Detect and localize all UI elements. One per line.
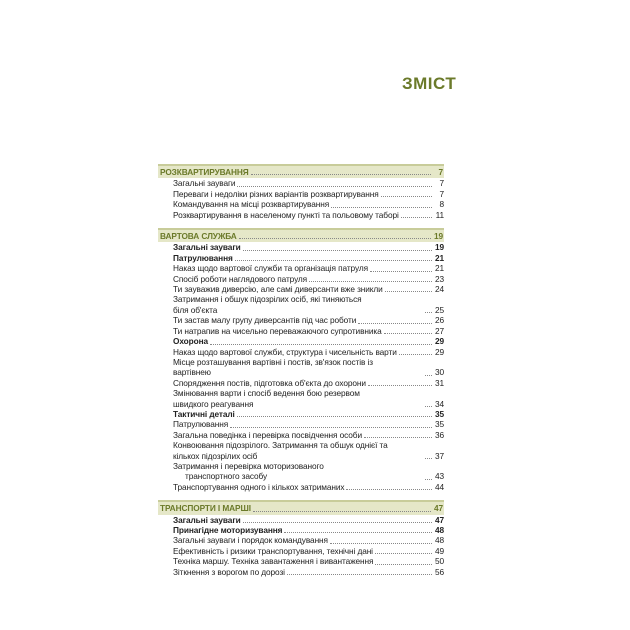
toc-page-number: 30 [434,367,444,378]
toc-entry-label: Наказ щодо вартової служби та організація патруля [173,263,368,274]
toc-entry-label: Спорядження постів, підготовка об'єкта до охорони [173,377,366,388]
toc-heading-label: ВАРТОВА СЛУЖБА [160,231,237,242]
toc-section [158,500,444,577]
toc-entry-label: Наказ щодо вартової служби, структура і чисельність варти [173,346,397,357]
toc-entry-label: Затримання і обшук підозрілих осіб, які тиняються [173,294,362,305]
toc-leader-dots [375,553,432,554]
toc-leader-dots [239,238,431,239]
toc-page-number: 26 [434,315,444,326]
toc-leader-dots [425,479,432,480]
toc-entry[interactable] [158,347,444,357]
toc-entry[interactable] [158,263,444,273]
toc-entry-label-continued: швидкого реагування [173,398,254,409]
toc-entry-label: Зіткнення з ворогом по дорозі [173,566,285,577]
toc-leader-dots [425,375,432,376]
toc-subheading[interactable] [158,409,444,419]
toc-entry-label: Охорона [173,336,208,347]
toc-entry-label: Загальні зауваги [173,242,241,253]
toc-entry-label: Переваги і недоліки різних варіантів розквартирування [173,188,379,199]
toc-entry[interactable] [158,546,444,556]
toc-leader-dots [425,458,432,459]
table-of-contents [158,164,444,577]
toc-entry-label: Спосіб роботи наглядового патруля [173,273,308,284]
toc-entry[interactable] [158,388,444,409]
toc-leader-dots [381,196,432,197]
toc-leader-dots [425,406,432,407]
toc-page-number: 7 [439,188,444,199]
toc-leader-dots [237,186,432,187]
toc-leader-dots [210,344,432,345]
toc-page-number: 25 [434,304,444,315]
toc-page-number: 48 [434,525,444,535]
toc-leader-dots [368,385,432,386]
toc-subheading[interactable] [158,336,444,346]
toc-section [158,228,444,492]
toc-section-heading[interactable] [158,166,444,178]
toc-entry-label: Патрулювання [173,419,229,430]
toc-leader-dots [287,574,432,575]
toc-entry[interactable] [158,284,444,294]
toc-page-number: 37 [434,450,444,461]
toc-section [158,164,444,220]
toc-entry[interactable] [158,315,444,325]
toc-entry-label: Місце розташування вартівні і постів, зв'язок постів із [173,356,373,367]
toc-entry[interactable] [158,189,444,199]
toc-page-number: 35 [434,408,444,419]
toc-heading-label: РОЗКВАРТИРУВАННЯ [160,167,249,177]
toc-subheading[interactable] [158,525,444,535]
toc-entry[interactable] [158,326,444,336]
toc-page-number: 7 [439,178,444,189]
toc-page-number: 24 [434,284,444,295]
toc-entry-label: Конвоювання підозрілого. Затримання та обшук однієї та [173,440,388,451]
toc-entry-label: Техніка маршу. Техніка завантаження і вивантаження [173,556,374,567]
toc-entry-label: Загальна поведінка і перевірка посвідчення особи [173,429,362,440]
toc-page-number: 7 [438,167,443,177]
toc-page-number: 48 [434,535,444,546]
toc-entry-label: Загальні зауваги [173,178,236,189]
toc-entry-label: Командування на місці розквартирування [173,199,330,210]
toc-leader-dots [385,291,432,292]
toc-entry[interactable] [158,556,444,566]
toc-entry-label: Транспортування одного і кількох затриманих [173,481,345,492]
toc-leader-dots [358,323,432,324]
toc-leader-dots [425,312,432,313]
toc-section-heading[interactable] [158,230,444,242]
toc-entry-label: Ти застав малу групу диверсантів під час роботи [173,315,357,326]
toc-entry-label-continued: кількох підозрілих осіб [173,450,258,461]
toc-page-number: 27 [434,325,444,336]
toc-entry-label: Загальні зауваги і порядок командування [173,535,328,546]
toc-entry-label: Тактичні деталі [173,408,235,419]
toc-leader-dots [251,174,431,175]
toc-page-number: 29 [434,346,444,357]
toc-page-number: 56 [434,566,444,577]
toc-page-number: 34 [434,398,444,409]
toc-page-number: 21 [434,263,444,274]
toc-entry-label: Ти зауважив диверсію, але самі диверсанти вже зникли [173,284,383,295]
toc-leader-dots [243,250,432,251]
toc-leader-dots [235,260,432,261]
toc-page-number: 49 [434,545,444,556]
toc-entry[interactable] [158,482,444,492]
toc-entry-label: Патрулювання [173,252,233,263]
toc-entry[interactable] [158,210,444,220]
toc-leader-dots [284,532,432,533]
toc-page-number: 19 [434,242,444,253]
toc-page-number: 44 [434,481,444,492]
toc-leader-dots [364,437,432,438]
toc-leader-dots [375,564,432,565]
toc-entry-label-continued: біля об'єкта [173,304,218,315]
toc-leader-dots [230,427,432,428]
toc-entry-label: Ти натрапив на чисельно переважаючого супротивника [173,325,382,336]
toc-entry-label: Розквартирування в населеному пункті та польовому таборі [173,209,399,220]
toc-page-number: 19 [433,231,443,242]
toc-page-number: 47 [433,503,443,514]
toc-leader-dots [331,207,432,208]
toc-subheading[interactable] [158,515,444,525]
toc-page-number: 50 [434,556,444,567]
toc-subheading[interactable] [158,253,444,263]
toc-entry-label: Змінювання варти і спосіб ведення бою резервом [173,388,360,399]
toc-entry[interactable] [158,199,444,209]
toc-page-number: 21 [434,252,444,263]
toc-entry[interactable] [158,274,444,284]
toc-entry-label: Загальні зауваги [173,514,241,525]
toc-leader-dots [399,354,432,355]
toc-entry-label-continued: транспортного засобу [185,471,268,482]
toc-subheading[interactable] [158,242,444,252]
toc-page-number: 11 [435,209,444,220]
toc-leader-dots [309,281,432,282]
toc-entry[interactable] [158,178,444,188]
toc-title: ЗМІСТ [402,74,457,93]
toc-leader-dots [346,489,432,490]
toc-leader-dots [384,333,432,334]
toc-heading-label: ТРАНСПОРТИ І МАРШІ [160,503,251,514]
toc-section-heading[interactable] [158,502,444,514]
toc-entry[interactable] [158,357,444,378]
toc-page-number: 35 [434,419,444,430]
toc-leader-dots [243,522,432,523]
toc-entry[interactable] [158,378,444,388]
toc-entry[interactable] [158,294,444,315]
toc-entry[interactable] [158,440,444,461]
toc-entry[interactable] [158,419,444,429]
toc-entry-label: Затримання і перевірка моторизованого [173,460,324,471]
toc-page-number: 8 [439,199,444,210]
toc-entry[interactable] [158,430,444,440]
toc-page-number: 23 [434,273,444,284]
toc-page-number: 43 [434,471,444,482]
toc-entry-label-continued: вартівнею [173,367,211,378]
toc-entry[interactable] [158,535,444,545]
toc-entry[interactable] [158,567,444,577]
toc-page-number: 47 [434,514,444,525]
toc-entry[interactable] [158,461,444,482]
toc-page-number: 36 [434,429,444,440]
toc-leader-dots [253,511,431,512]
toc-leader-dots [401,217,432,218]
toc-entry-label: Принагідне моторизування [173,525,283,535]
toc-leader-dots [370,271,432,272]
toc-leader-dots [330,543,432,544]
toc-entry-label: Ефективність і ризики транспортування, технічні дані [173,545,373,556]
toc-leader-dots [237,416,432,417]
toc-page-number: 29 [434,336,444,347]
toc-page-number: 31 [434,377,444,388]
